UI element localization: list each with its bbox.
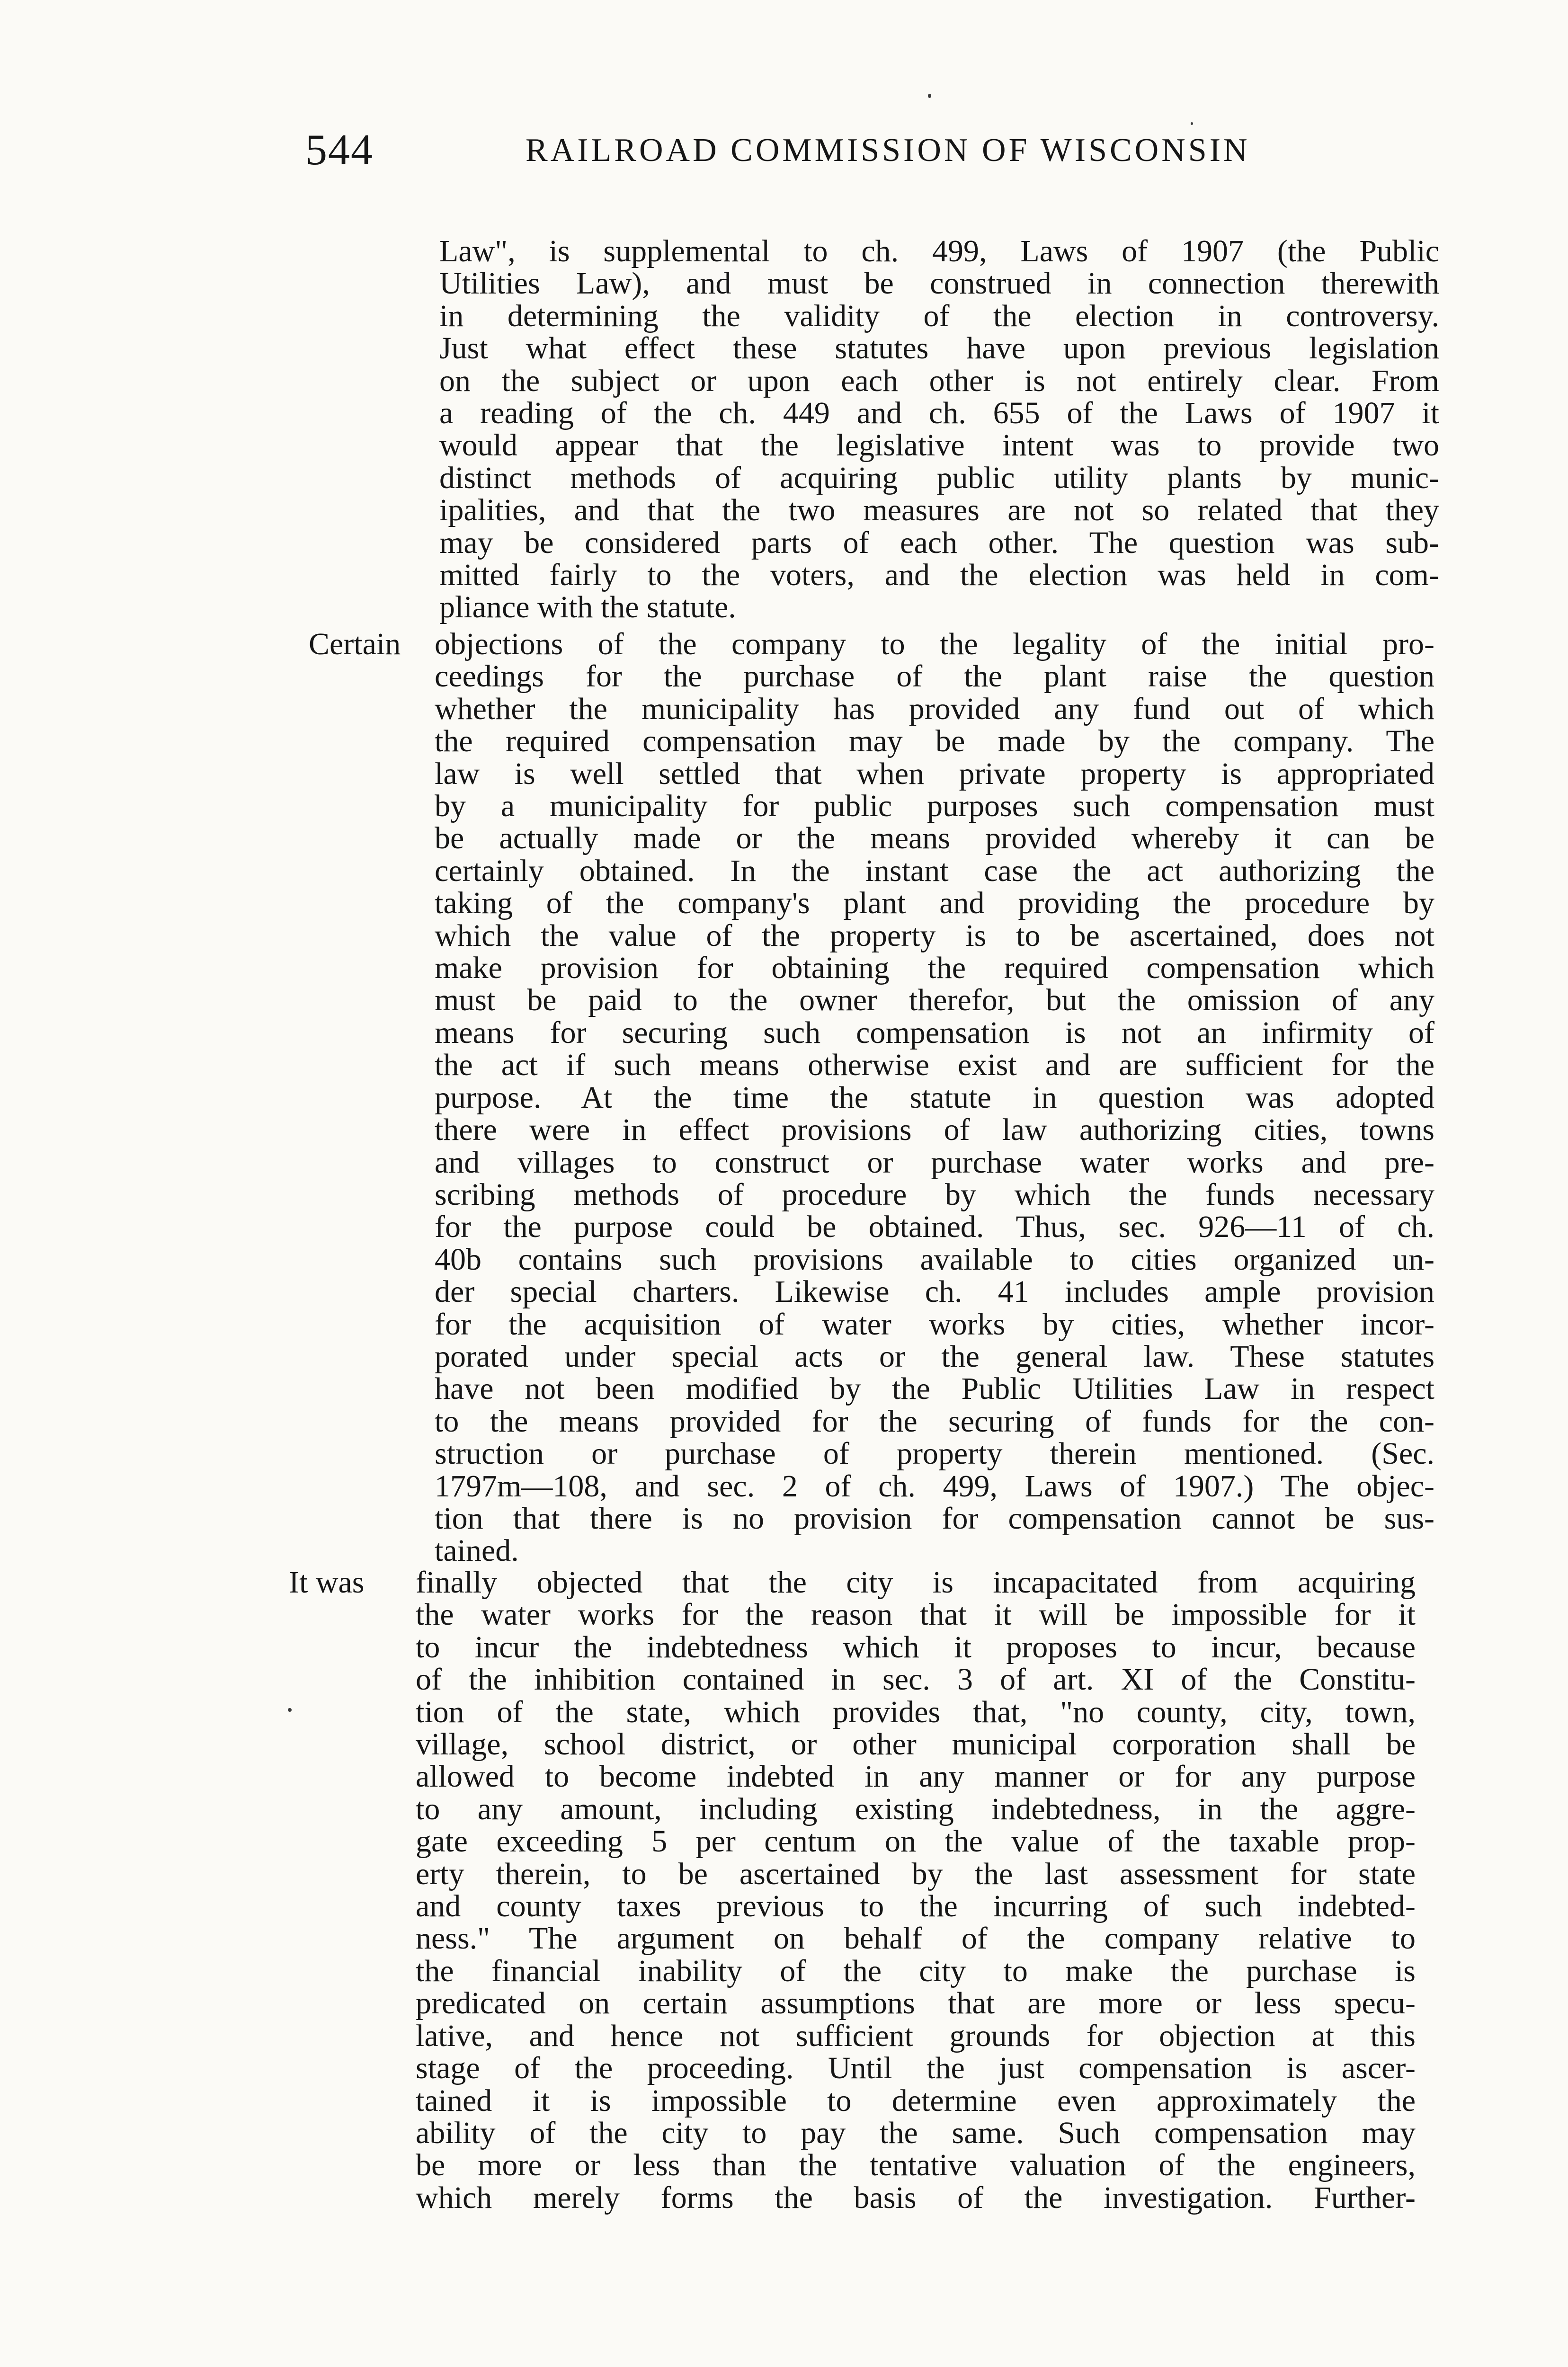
text-line: tion of the state, which provides that, "no county, city, town, — [416, 1694, 1416, 1729]
text-line: in determining the validity of the election in controversy. — [439, 298, 1439, 333]
text-line: ceedings for the purchase of the plant raise the question — [435, 659, 1434, 694]
text-line: which the value of the property is to be ascertained, does not — [435, 918, 1434, 953]
text-line: on the subject or upon each other is not entirely clear. From — [439, 363, 1439, 398]
text-line: may be considered parts of each other. The question was sub- — [439, 525, 1439, 560]
text-line: scribing methods of procedure by which the funds necessary — [435, 1177, 1434, 1212]
running-head-title: RAILROAD COMMISSION OF WISCONSIN — [526, 132, 1250, 169]
text-line: a reading of the ch. 449 and ch. 655 of the Laws of 1907 it — [439, 396, 1439, 431]
text-line: distinct methods of acquiring public utility plants by munic- — [439, 460, 1439, 495]
text-line: porated under special acts or the general law. These statutes — [435, 1339, 1434, 1374]
text-line: must be paid to the owner therefor, but the omission of any — [435, 983, 1434, 1018]
text-line: stage of the proceeding. Until the just compensation is ascer- — [416, 2051, 1416, 2086]
text-line: to any amount, including existing indebtedness, in the aggre- — [416, 1791, 1416, 1826]
text-line: law is well settled that when private property is appropriated — [435, 756, 1434, 791]
text-line: the act if such means otherwise exist and are sufficient for the — [435, 1048, 1434, 1083]
text-line: tion that there is no provision for compensation cannot be sus- — [435, 1501, 1434, 1536]
text-line: mitted fairly to the voters, and the election was held in com- — [439, 558, 1439, 593]
text-line: taking of the company's plant and providing the procedure by — [435, 886, 1434, 921]
text-line: ipalities, and that the two measures are not so related that they — [439, 493, 1439, 528]
paragraph-3 — [416, 1566, 1416, 2214]
text-line: whether the municipality has provided any fund out of which — [435, 691, 1434, 726]
page-number: 544 — [305, 125, 374, 174]
text-line: Just what effect these statutes have upon previous legislation — [439, 331, 1439, 366]
text-line: for the purpose could be obtained. Thus, sec. 926—11 of ch. — [435, 1210, 1434, 1245]
text-line: the water works for the reason that it will be impossible for it — [416, 1597, 1416, 1632]
text-line: be more or less than the tentative valuation of the engineers, — [416, 2148, 1416, 2183]
text-line: have not been modified by the Public Utilities Law in respect — [435, 1371, 1434, 1406]
text-line: would appear that the legislative intent was to provide two — [439, 428, 1439, 463]
text-line: gate exceeding 5 per centum on the value of the taxable prop- — [416, 1824, 1416, 1859]
text-line: the financial inability of the city to make the purchase is — [416, 1953, 1416, 1988]
text-line: purpose. At the time the statute in question was adopted — [435, 1080, 1434, 1115]
text-line: certainly obtained. In the instant case the act authorizing the — [435, 853, 1434, 888]
paragraph-1 — [439, 235, 1439, 624]
text-line: predicated on certain assumptions that are more or less specu- — [416, 1986, 1416, 2021]
text-line: erty therein, to be ascertained by the last assessment for state — [416, 1856, 1416, 1891]
text-line: finally objected that the city is incapacitated from acquiring — [416, 1565, 1416, 1600]
text-line: make provision for obtaining the required compensation which — [435, 951, 1434, 986]
scan-speck — [288, 1708, 292, 1712]
text-line: for the acquisition of water works by cities, whether incor- — [435, 1307, 1434, 1342]
text-line: which merely forms the basis of the investigation. Further- — [416, 2180, 1416, 2215]
text-line: tained it is impossible to determine even approximately the — [416, 2083, 1416, 2118]
text-line: and villages to construct or purchase water works and pre- — [435, 1145, 1434, 1180]
text-line: ability of the city to pay the same. Such compensation may — [416, 2115, 1416, 2150]
text-line: der special charters. Likewise ch. 41 includes ample provision — [435, 1274, 1434, 1309]
text-line: and county taxes previous to the incurring of such indebted- — [416, 1889, 1416, 1924]
scan-speck — [928, 94, 931, 98]
scan-speck — [1191, 122, 1193, 125]
text-line: there were in effect provisions of law authorizing cities, towns — [435, 1112, 1434, 1148]
text-line: be actually made or the means provided whereby it can be — [435, 821, 1434, 856]
text-line: objections of the company to the legality of the initial pro- — [435, 627, 1434, 661]
text-line: means for securing such compensation is not an infirmity of — [435, 1015, 1434, 1050]
text-line: lative, and hence not sufficient grounds for objection at this — [416, 2018, 1416, 2053]
text-line: to the means provided for the securing of funds for the con- — [435, 1404, 1434, 1439]
text-line: struction or purchase of property therein mentioned. (Sec. — [435, 1436, 1434, 1471]
text-line: 40b contains such provisions available to cities organized un- — [435, 1242, 1434, 1277]
paragraph-2-lead-word: Certain — [309, 627, 401, 661]
text-line: of the inhibition contained in sec. 3 of art. XI of the Constitu- — [416, 1662, 1416, 1697]
text-line: to incur the indebtedness which it proposes to incur, because — [416, 1629, 1416, 1664]
text-line: village, school district, or other municipal corporation shall be — [416, 1727, 1416, 1762]
text-line: the required compensation may be made by the company. The — [435, 724, 1434, 759]
text-line: pliance with the statute. — [439, 590, 736, 625]
text-line: tained. — [435, 1533, 519, 1568]
text-line: Utilities Law), and must be construed in connection therewith — [439, 266, 1439, 301]
text-line: allowed to become indebted in any manner or for any purpose — [416, 1759, 1416, 1794]
text-line: 1797m—108, and sec. 2 of ch. 499, Laws of 1907.) The objec- — [435, 1468, 1434, 1504]
paragraph-2 — [435, 628, 1434, 1567]
text-line: Law", is supplemental to ch. 499, Laws of 1907 (the Public — [439, 234, 1439, 268]
text-line: ness." The argument on behalf of the company relative to — [416, 1921, 1416, 1956]
text-line: by a municipality for public purposes such compensation must — [435, 789, 1434, 824]
paragraph-3-lead-word: It was — [289, 1565, 365, 1600]
